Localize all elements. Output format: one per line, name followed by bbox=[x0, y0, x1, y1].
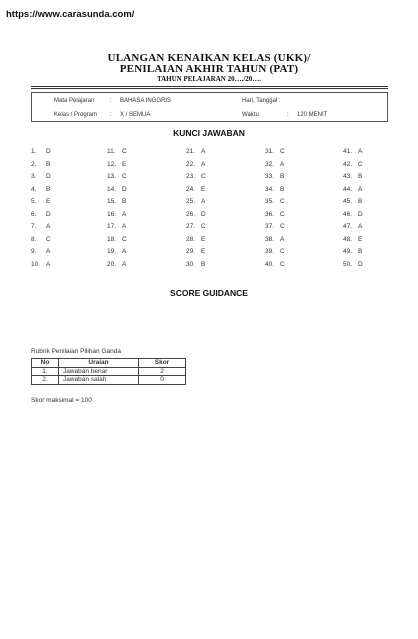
answer-item bbox=[107, 186, 127, 193]
rubric-row-skor: 2 bbox=[139, 367, 186, 376]
answer-number: 34. bbox=[265, 185, 275, 193]
answer-letter: A bbox=[358, 185, 363, 193]
answer-number: 50. bbox=[343, 260, 353, 268]
rubric-header-skor: Skor bbox=[139, 359, 186, 368]
answer-number: 32. bbox=[265, 160, 275, 168]
answer-number: 26. bbox=[186, 210, 196, 218]
class-label: Kelas / Program bbox=[54, 112, 98, 118]
answer-letter: C bbox=[280, 260, 285, 268]
answer-item bbox=[343, 223, 362, 230]
answer-letter: C bbox=[280, 223, 285, 230]
answer-letter: A bbox=[46, 223, 51, 230]
answer-letter: A bbox=[280, 235, 285, 243]
answer-number: 1. bbox=[31, 148, 37, 155]
answer-item bbox=[107, 161, 126, 168]
answer-letter: B bbox=[46, 185, 51, 193]
answer-item bbox=[343, 161, 363, 168]
answer-letter: D bbox=[358, 260, 363, 268]
answer-letter: C bbox=[122, 235, 127, 243]
answer-number: 45. bbox=[343, 198, 353, 205]
answer-item bbox=[186, 148, 205, 155]
answer-letter: E bbox=[201, 185, 206, 193]
answer-item bbox=[265, 223, 285, 230]
answer-item bbox=[186, 261, 205, 268]
answer-letter: D bbox=[46, 148, 51, 155]
answer-item bbox=[265, 261, 285, 268]
answer-letter: A bbox=[358, 223, 363, 230]
answer-number: 29. bbox=[186, 248, 196, 255]
table-row bbox=[32, 376, 186, 385]
answer-number: 24. bbox=[186, 185, 196, 193]
answer-letter: D bbox=[201, 210, 206, 218]
answer-item bbox=[343, 236, 362, 243]
time-colon: : bbox=[287, 112, 289, 118]
answer-number: 11. bbox=[107, 148, 116, 155]
exam-info-box bbox=[31, 92, 388, 122]
answer-item bbox=[186, 186, 205, 193]
answer-letter: B bbox=[358, 173, 363, 180]
time-label: Waktu bbox=[242, 112, 259, 118]
answer-letter: B bbox=[280, 185, 285, 193]
answer-letter: E bbox=[201, 235, 206, 243]
max-score: Skor maksimal = 100 bbox=[31, 397, 92, 404]
rubric-row-uraian: Jawaban salah bbox=[59, 376, 139, 385]
answer-letter: C bbox=[280, 210, 285, 218]
answer-key-heading: KUNCI JAWABAN bbox=[173, 128, 245, 138]
answer-item bbox=[186, 236, 205, 243]
answer-number: 13. bbox=[107, 173, 117, 180]
answer-letter: C bbox=[280, 148, 285, 155]
answer-letter: B bbox=[280, 173, 285, 180]
answer-item bbox=[107, 148, 127, 155]
answer-letter: B bbox=[358, 248, 363, 255]
answer-letter: A bbox=[122, 223, 127, 230]
answer-item bbox=[186, 211, 206, 218]
answer-item bbox=[265, 198, 285, 205]
answer-number: 41. bbox=[343, 148, 353, 155]
answer-item bbox=[343, 148, 362, 155]
answer-number: 27. bbox=[186, 223, 196, 230]
answer-number: 44. bbox=[343, 185, 353, 193]
answer-letter: B bbox=[358, 198, 363, 205]
subject-label: Mata Pelajaran bbox=[54, 98, 95, 104]
answer-letter: C bbox=[358, 160, 363, 168]
answer-item bbox=[186, 198, 205, 205]
answer-letter: B bbox=[46, 160, 51, 168]
score-guidance-heading: SCORE GUIDANCE bbox=[170, 288, 248, 298]
answer-letter: A bbox=[46, 260, 51, 268]
answer-item bbox=[343, 173, 362, 180]
answer-letter: C bbox=[122, 148, 127, 155]
answer-number: 48. bbox=[343, 235, 353, 243]
answer-item bbox=[343, 186, 362, 193]
answer-item bbox=[31, 198, 50, 205]
answer-letter: A bbox=[122, 248, 127, 255]
answer-item bbox=[31, 186, 50, 193]
answer-item bbox=[31, 211, 51, 218]
answer-number: 15. bbox=[107, 198, 117, 205]
academic-year: TAHUN PELAJARAN 20…./20…. bbox=[156, 75, 262, 83]
answer-number: 8. bbox=[31, 235, 37, 243]
answer-number: 30. bbox=[186, 260, 196, 268]
answer-item bbox=[265, 211, 285, 218]
answer-item bbox=[186, 248, 205, 255]
rubric-table bbox=[31, 358, 186, 385]
answer-letter: A bbox=[201, 148, 206, 155]
rubric-header-row bbox=[32, 359, 186, 368]
answer-letter: C bbox=[280, 198, 285, 205]
answer-number: 16. bbox=[107, 210, 117, 218]
answer-letter: E bbox=[201, 248, 206, 255]
answer-number: 4. bbox=[31, 185, 37, 193]
answer-letter: A bbox=[358, 148, 363, 155]
answer-letter: B bbox=[201, 260, 206, 268]
answer-item bbox=[31, 236, 51, 243]
answer-item bbox=[265, 186, 284, 193]
answer-item bbox=[265, 236, 284, 243]
answer-item bbox=[343, 198, 362, 205]
answer-letter: E bbox=[358, 235, 363, 243]
answer-number: 43. bbox=[343, 173, 353, 180]
answer-letter: E bbox=[122, 160, 127, 168]
answer-letter: C bbox=[46, 235, 51, 243]
answer-number: 25. bbox=[186, 198, 196, 205]
answer-letter: A bbox=[280, 160, 285, 168]
answer-number: 38. bbox=[265, 235, 275, 243]
rubric-title: Rubrik Penilaian Pilihan Ganda bbox=[31, 348, 121, 355]
answer-number: 47. bbox=[343, 223, 353, 230]
answer-number: 40. bbox=[265, 260, 275, 268]
site-url: https://www.carasunda.com/ bbox=[6, 9, 135, 20]
answer-item bbox=[107, 248, 126, 255]
answer-number: 14. bbox=[107, 185, 117, 193]
answer-number: 10. bbox=[31, 260, 41, 268]
answer-number: 7. bbox=[31, 223, 37, 230]
answer-number: 35. bbox=[265, 198, 275, 205]
rubric-row-skor: 0 bbox=[139, 376, 186, 385]
answer-number: 37. bbox=[265, 223, 275, 230]
answer-letter: D bbox=[46, 173, 51, 180]
answer-item bbox=[31, 161, 50, 168]
exam-title-line1: ULANGAN KENAIKAN KELAS (UKK)/ bbox=[107, 52, 311, 64]
answer-item bbox=[265, 148, 285, 155]
answer-item bbox=[186, 223, 206, 230]
answer-number: 36. bbox=[265, 210, 275, 218]
answer-number: 22. bbox=[186, 160, 196, 168]
answer-letter: B bbox=[122, 198, 127, 205]
answer-item bbox=[31, 261, 50, 268]
answer-letter: A bbox=[122, 210, 127, 218]
answer-number: 12. bbox=[107, 160, 117, 168]
answer-item bbox=[343, 211, 363, 218]
answer-number: 39. bbox=[265, 248, 275, 255]
answer-number: 2. bbox=[31, 160, 37, 168]
answer-number: 20. bbox=[107, 260, 117, 268]
answer-item bbox=[107, 198, 126, 205]
answer-item bbox=[265, 173, 284, 180]
class-colon: : bbox=[110, 112, 112, 118]
rubric-header-uraian: Uraian bbox=[59, 359, 139, 368]
answer-item bbox=[186, 161, 205, 168]
answer-number: 23. bbox=[186, 173, 196, 180]
answer-item bbox=[265, 248, 285, 255]
rubric-row-no: 1. bbox=[32, 367, 59, 376]
answer-number: 17. bbox=[107, 223, 117, 230]
answer-number: 3. bbox=[31, 173, 37, 180]
answer-letter: A bbox=[201, 160, 206, 168]
answer-letter: C bbox=[122, 173, 127, 180]
answer-letter: D bbox=[122, 185, 127, 193]
answer-number: 21. bbox=[186, 148, 196, 155]
answer-number: 31. bbox=[265, 148, 275, 155]
answer-item bbox=[107, 223, 126, 230]
answer-letter: A bbox=[122, 260, 127, 268]
answer-item bbox=[31, 173, 51, 180]
answer-number: 6. bbox=[31, 210, 37, 218]
answer-letter: C bbox=[280, 248, 285, 255]
answer-item bbox=[107, 261, 126, 268]
answer-item bbox=[107, 211, 126, 218]
answer-item bbox=[107, 173, 127, 180]
answer-letter: A bbox=[201, 198, 206, 205]
answer-number: 46. bbox=[343, 210, 353, 218]
answer-item bbox=[107, 236, 127, 243]
answer-item bbox=[31, 248, 50, 255]
subject-colon: : bbox=[110, 98, 112, 104]
answer-item bbox=[186, 173, 206, 180]
answer-letter: E bbox=[46, 198, 51, 205]
rubric-header-no: No bbox=[32, 359, 59, 368]
header-rule-bottom bbox=[31, 88, 388, 89]
answer-number: 19. bbox=[107, 248, 117, 255]
answer-number: 33. bbox=[265, 173, 275, 180]
answer-number: 42. bbox=[343, 160, 353, 168]
class-value: X / SEMUA bbox=[120, 112, 151, 118]
date-label: Hari, Tanggal : bbox=[242, 98, 281, 104]
answer-number: 49. bbox=[343, 248, 353, 255]
answer-item bbox=[343, 248, 362, 255]
answer-item bbox=[265, 161, 284, 168]
subject-value: BAHASA INGGRIS bbox=[120, 98, 172, 104]
table-row bbox=[32, 367, 186, 376]
exam-title-line2: PENILAIAN AKHIR TAHUN (PAT) bbox=[119, 63, 299, 75]
rubric-row-uraian: Jawaban benar bbox=[59, 367, 139, 376]
answer-letter: C bbox=[201, 223, 206, 230]
answer-item bbox=[31, 223, 50, 230]
rubric-row-no: 2. bbox=[32, 376, 59, 385]
answer-letter: D bbox=[358, 210, 363, 218]
time-value: 120 MENIT bbox=[297, 112, 328, 118]
answer-item bbox=[343, 261, 363, 268]
answer-letter: C bbox=[201, 173, 206, 180]
answer-letter: D bbox=[46, 210, 51, 218]
answer-item bbox=[31, 148, 51, 155]
header-rule-top bbox=[31, 86, 388, 87]
answer-number: 18. bbox=[107, 235, 117, 243]
answer-number: 28. bbox=[186, 235, 196, 243]
answer-number: 5. bbox=[31, 198, 37, 205]
answer-number: 9. bbox=[31, 248, 37, 255]
answer-letter: A bbox=[46, 248, 51, 255]
